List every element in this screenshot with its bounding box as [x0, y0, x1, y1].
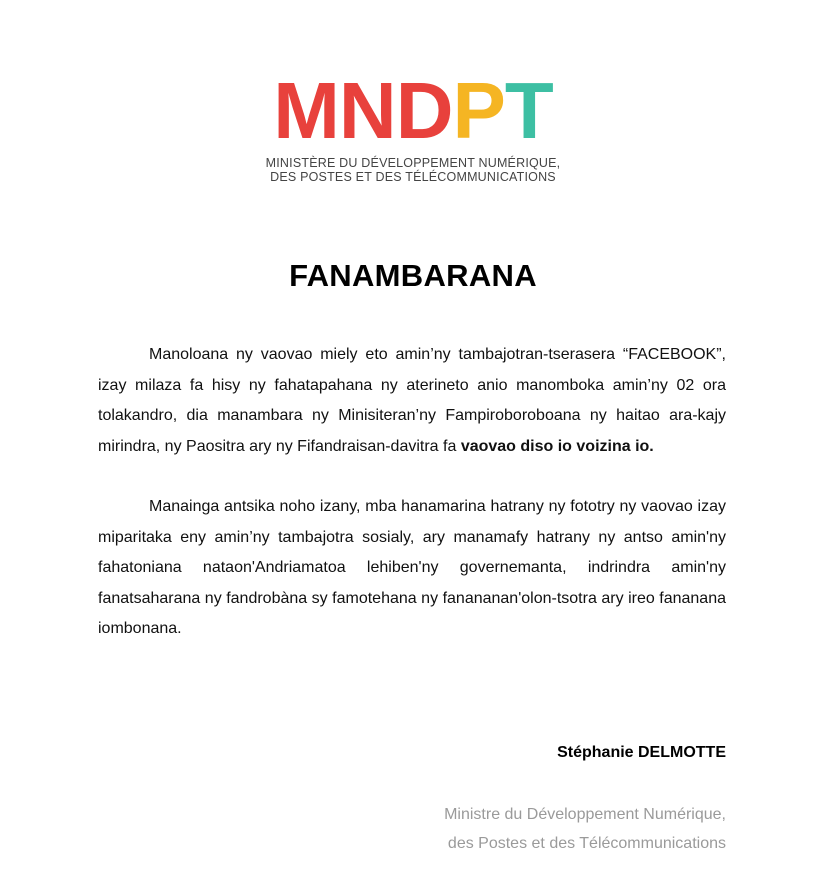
- logo-letter-d: D: [395, 66, 453, 155]
- document-body: [98, 340, 726, 645]
- document-title: FANAMBARANA: [289, 258, 537, 293]
- mndpt-logo: [273, 66, 553, 155]
- paragraph-1-bold: vaovao diso io voizina io.: [460, 437, 654, 455]
- logo-letter-p: P: [452, 66, 505, 155]
- letterhead: [0, 66, 826, 184]
- signatory-title-line1: Ministre du Développement Numérique,: [444, 806, 726, 823]
- ministry-name: [266, 156, 561, 184]
- logo-letter-m: M: [273, 66, 339, 155]
- logo-letter-t: T: [504, 66, 553, 155]
- signatory-name: Stéphanie DELMOTTE: [557, 744, 726, 761]
- ministry-name-line1: MINISTÈRE DU DÉVELOPPEMENT NUMÉRIQUE,: [265, 156, 561, 170]
- ministry-name-line2: DES POSTES ET DES TÉLÉCOMMUNICATIONS: [270, 170, 556, 184]
- paragraph-2: Manainga antsika noho izany, mba hanamarina hatrany ny fototry ny vaovao izay miparitaka eny amin’ny tambajotra sosialy, ary manamafy hatrany ny antso amin'ny fahatoniana nataon'Andriamatoa lehiben'ny governemanta, indrindra amin'ny fanatsaharana ny fandrobàna sy famotehana ny fanananan'olon-tsotra ary ireo fananana iombonana.: [98, 498, 726, 637]
- signatory-title: [444, 800, 726, 858]
- paragraph-1-text: Manoloana ny vaovao miely eto amin’ny tambajotran-tserasera “FACEBOOK”, izay milaza fa hisy ny fahatapahana ny aterineto anio manomboka amin’ny 02 ora tolakandro, dia manambara ny Minisiteran’ny Fampiroboroboana ny haitao ara-kajy mirindra, ny Paositra ary ny Fifandraisan-davitra fa: [98, 346, 726, 455]
- paragraph-1: [98, 340, 726, 462]
- logo-letter-n: N: [338, 66, 396, 155]
- signatory-title-line2: des Postes et des Télécommunications: [447, 835, 726, 852]
